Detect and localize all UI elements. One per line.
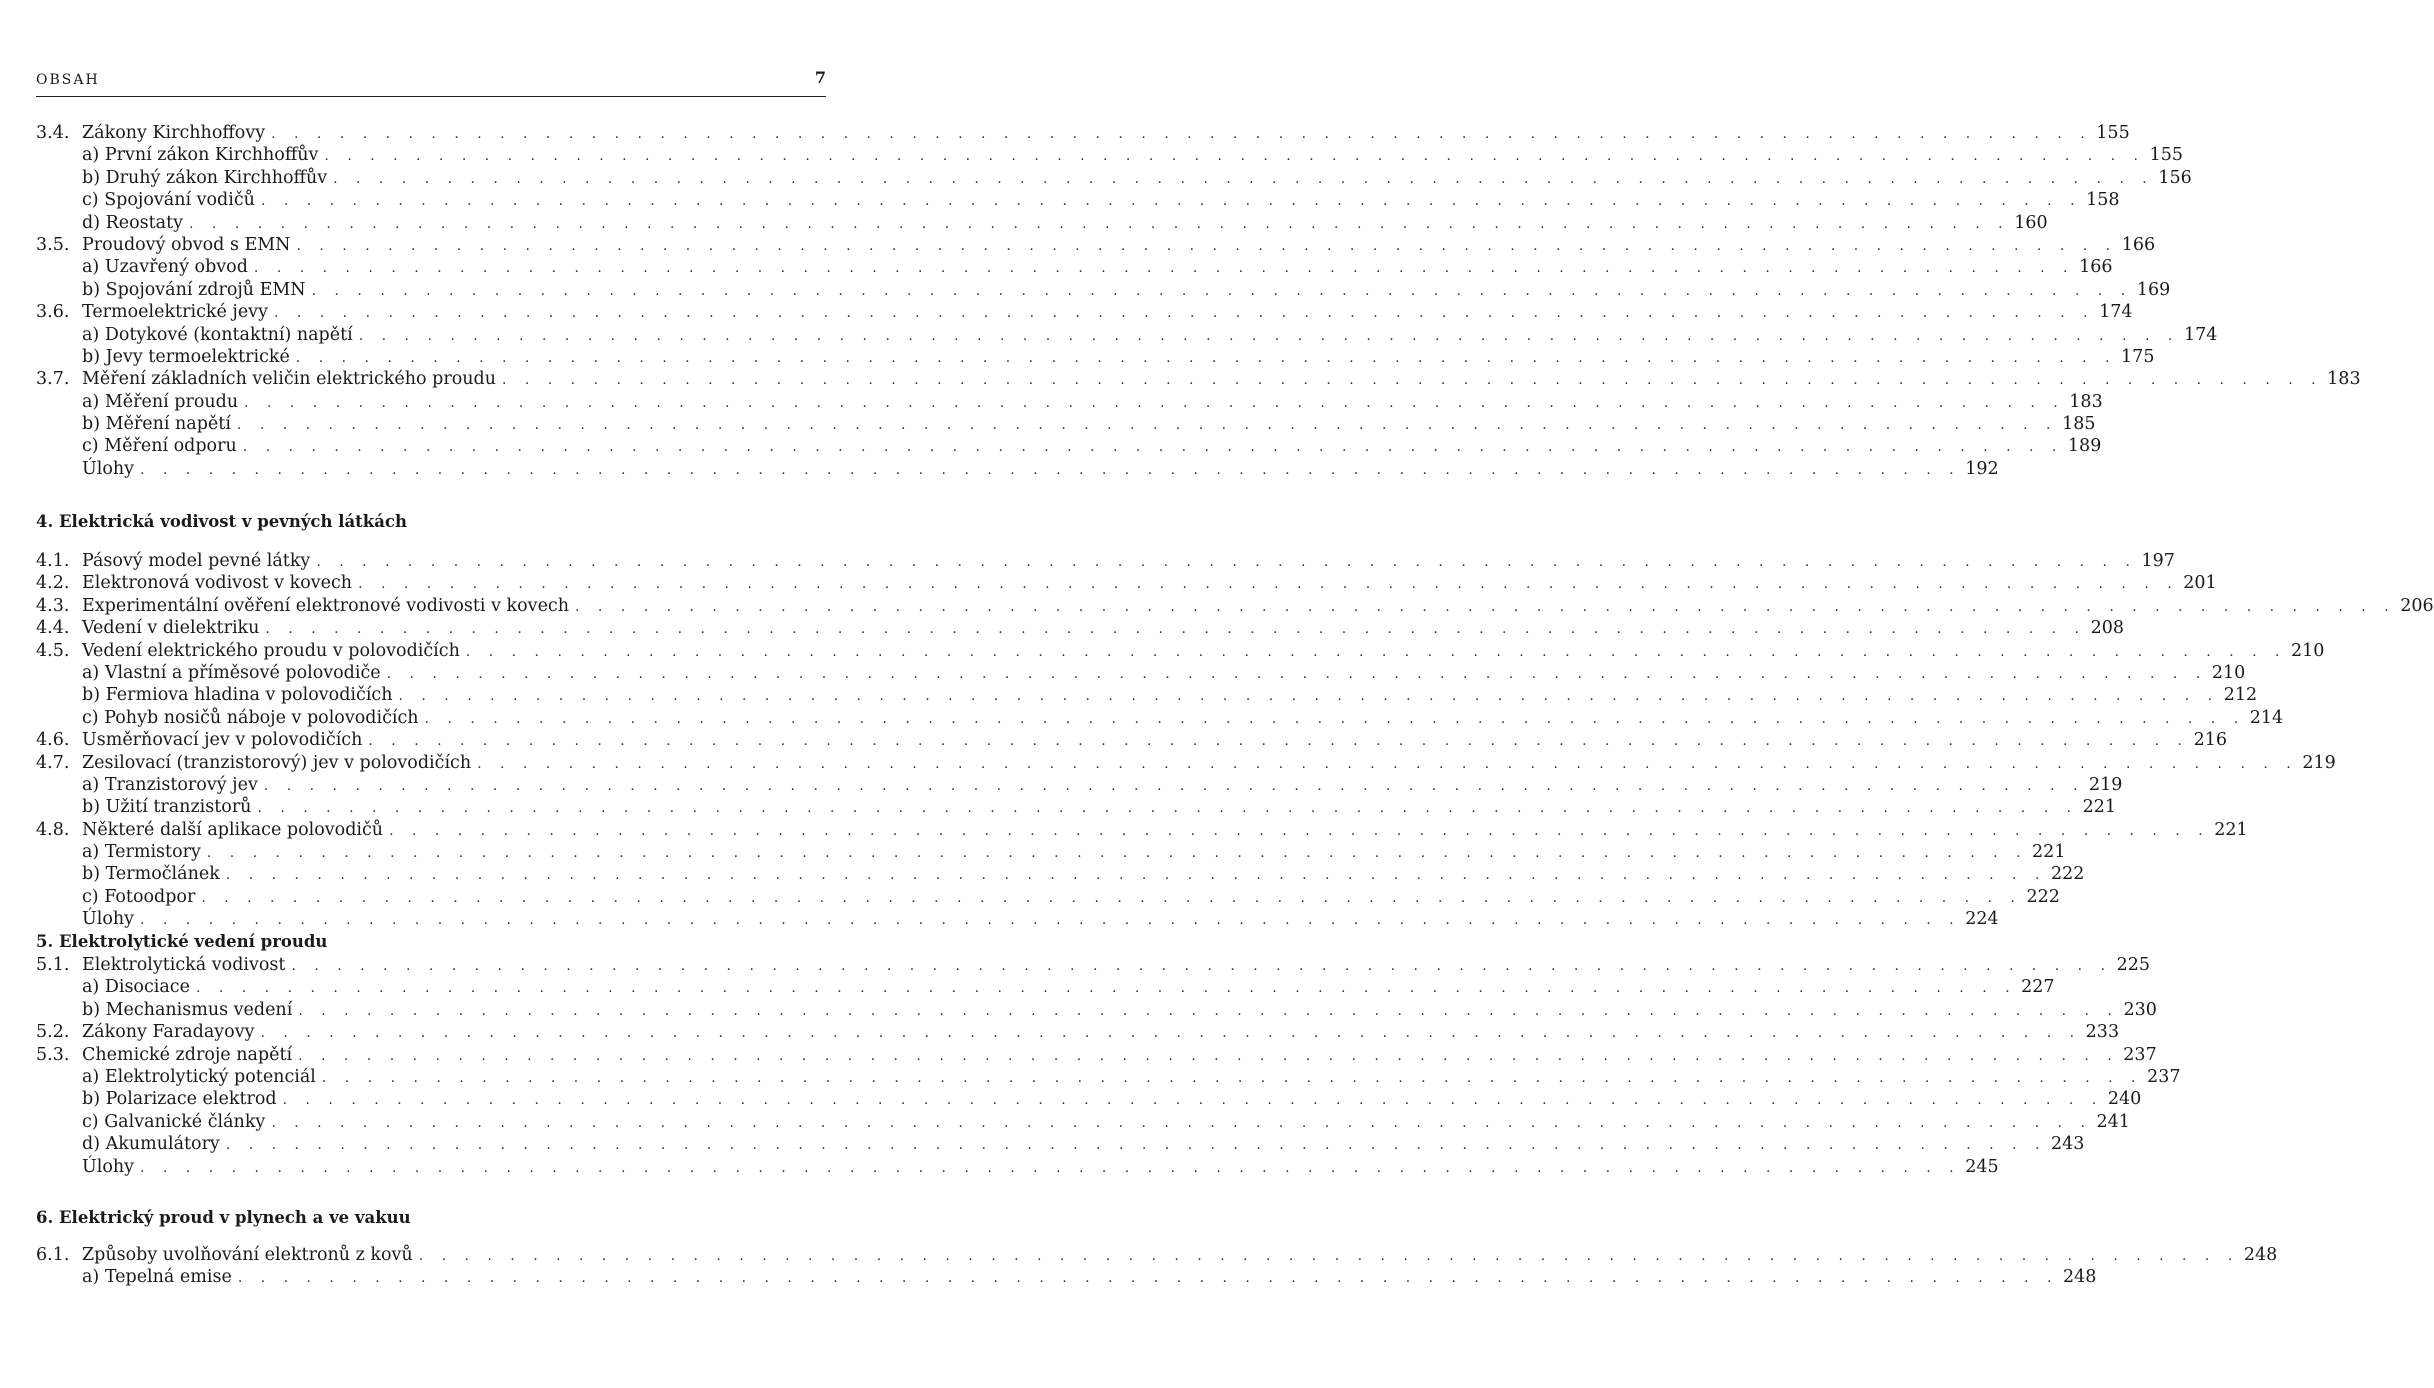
toc-entry	[36, 346, 2155, 368]
toc-entry-page: 156	[2158, 167, 2192, 188]
toc-entry-page: 248	[2243, 1245, 2278, 1265]
toc-entry-page: 210	[2211, 662, 2246, 683]
toc-entry-title: Chemické zdroje napětí	[82, 1044, 293, 1065]
toc-entry-title: c) Spojování vodičů	[82, 190, 255, 211]
dot-leader: . . . . . . . . . . . . . . . . . . . . . . . . . . . . . . . . . . . . . . . . . . . . . . . . . . . . . . . . . . . . . . . . . . . . . . . . . . . . . . . .	[225, 867, 2047, 884]
dot-leader: . . . . . . . . . . . . . . . . . . . . . . . . . . . . . . . . . . . . . . . . . . . . . . . . . . . . . . . . . . . . . . . . . . . . . . . . . . . . . . . .	[253, 260, 2075, 277]
dot-leader: . . . . . . . . . . . . . . . . . . . . . . . . . . . . . . . . . . . . . . . . . . . . . . . . . . . . . . . . . . . . . . . . . . . . . . . . . . . . . . . .	[321, 1069, 2143, 1086]
toc-entry-page: 219	[2302, 752, 2336, 773]
toc-entry	[36, 819, 2248, 841]
toc-entry-title: Úlohy	[82, 458, 135, 479]
toc-entry	[36, 301, 2133, 323]
toc-entry-title: d) Akumulátory	[82, 1134, 220, 1155]
toc-entry	[36, 256, 2113, 278]
dot-leader: . . . . . . . . . . . . . . . . . . . . . . . . . . . . . . . . . . . . . . . . . . . . . . . . . . . . . . . . . . . . . . . . . . . . . . . . . . . . . . . .	[273, 305, 2095, 322]
toc-entry-page: 221	[2032, 842, 2066, 863]
dot-leader: . . . . . . . . . . . . . . . . . . . . . . . . . . . . . . . . . . . . . . . . . . . . . . . . . . . . . . . . . . . . . . . . . . . . . . . . . . . . . . . .	[298, 1002, 2119, 1019]
toc-entry	[36, 1021, 2120, 1043]
toc-entry-title: Úlohy	[82, 1156, 135, 1177]
toc-entry-page: 206	[2400, 595, 2434, 616]
toc-entry	[36, 1044, 2157, 1066]
toc-entry-title: b) Mechanismus vedení	[82, 999, 293, 1020]
toc-entry-title: b) Jevy termoelektrické	[82, 346, 290, 367]
dot-leader: . . . . . . . . . . . . . . . . . . . . . . . . . . . . . . . . . . . . . . . . . . . . . . . . . . . . . . . . . . . . . . . . . . . . . . . . . . . . . . . .	[386, 665, 2208, 682]
toc-entry	[36, 684, 2258, 706]
dot-leader: . . . . . . . . . . . . . . . . . . . . . . . . . . . . . . . . . . . . . . . . . . . . . . . . . . . . . . . . . . . . . . . . . . . . . . . . . . . . . . . .	[575, 598, 2396, 615]
toc-entry-title: a) Disociace	[82, 977, 190, 998]
dot-leader: . . . . . . . . . . . . . . . . . . . . . . . . . . . . . . . . . . . . . . . . . . . . . . . . . . . . . . . . . . . . . . . . . . . . . . . . . . . . . . . .	[424, 710, 2246, 727]
toc-entry-title: Pásový model pevné látky	[82, 551, 311, 571]
toc-entry-page: 241	[2096, 1111, 2130, 1132]
toc-entry-page: 210	[2291, 640, 2325, 661]
toc-entry-page: 169	[2136, 279, 2171, 300]
toc-entry-number: 3.4.	[36, 123, 70, 143]
dot-leader: . . . . . . . . . . . . . . . . . . . . . . . . . . . . . . . . . . . . . . . . . . . . . . . . . . . . . . . . . . . . . . . . . . . . . . . . . . . . . . . .	[257, 800, 2079, 817]
toc-block-chapter-4	[36, 550, 2434, 931]
toc-entry-title: Termoelektrické jevy	[82, 302, 268, 323]
toc-entry	[36, 796, 2117, 818]
toc-entry-title: Elektrolytická vodivost	[82, 955, 286, 975]
toc-entry-title: Některé další aplikace polovodičů	[82, 819, 384, 840]
toc-entry-title: a) Elektrolytický potenciál	[82, 1066, 316, 1087]
toc-entry-page: 183	[2327, 369, 2361, 390]
dot-leader: . . . . . . . . . . . . . . . . . . . . . . . . . . . . . . . . . . . . . . . . . . . . . . . . . . . . . . . . . . . . . . . . . . . . . . . . . . . . . . . .	[398, 688, 2220, 705]
toc-entry-page: 237	[2147, 1066, 2181, 1087]
dot-leader: . . . . . . . . . . . . . . . . . . . . . . . . . . . . . . . . . . . . . . . . . . . . . . . . . . . . . . . . . . . . . . . . . . . . . . . . . . . . . . . .	[236, 417, 2058, 434]
toc-entry-number: 3.7.	[36, 369, 70, 390]
dot-leader: . . . . . . . . . . . . . . . . . . . . . . . . . . . . . . . . . . . . . . . . . . . . . . . . . . . . . . . . . . . . . . . . . . . . . . . . . . . . . . . .	[501, 372, 2323, 389]
toc-entry-title: c) Měření odporu	[82, 436, 237, 457]
toc-entry	[36, 144, 2184, 166]
toc-entry	[36, 279, 2171, 301]
toc-entry-title: b) Termočlánek	[82, 864, 220, 885]
dot-leader: . . . . . . . . . . . . . . . . . . . . . . . . . . . . . . . . . . . . . . . . . . . . . . . . . . . . . . . . . . . . . . . . . . . . . . . . . . . . . . . .	[140, 912, 1961, 929]
toc-entry-number: 5.2.	[36, 1022, 70, 1043]
toc-entry	[36, 413, 2096, 435]
toc-entry-page: 230	[2123, 999, 2157, 1020]
toc-entry	[36, 976, 2055, 998]
toc-entry	[36, 774, 2123, 796]
dot-leader: . . . . . . . . . . . . . . . . . . . . . . . . . . . . . . . . . . . . . . . . . . . . . . . . . . . . . . . . . . . . . . . . . . . . . . . . . . . . . . . .	[295, 349, 2117, 366]
toc-entry-title: b) Fermiova hladina v polovodičích	[82, 685, 393, 706]
toc-entry-number: 4.7.	[36, 752, 70, 773]
toc-entry	[36, 729, 2227, 751]
toc-entry-page: 185	[2062, 414, 2096, 435]
toc-entry-title: c) Galvanické články	[82, 1111, 266, 1132]
toc-entry	[36, 1066, 2181, 1088]
toc-entry-title: a) Tranzistorový jev	[82, 774, 258, 795]
toc-entry-title: b) Druhý zákon Kirchhoffův	[82, 167, 328, 188]
dot-leader: . . . . . . . . . . . . . . . . . . . . . . . . . . . . . . . . . . . . . . . . . . . . . . . . . . . . . . . . . . . . . . . . . . . . . . . . . . . . . . . .	[140, 461, 1961, 478]
toc-entry-title: Zákony Faradayovy	[82, 1022, 255, 1043]
toc-entry-page: 224	[1965, 909, 1999, 930]
dot-leader: . . . . . . . . . . . . . . . . . . . . . . . . . . . . . . . . . . . . . . . . . . . . . . . . . . . . . . . . . . . . . . . . . . . . . . . . . . . . . . . .	[296, 237, 2118, 254]
dot-leader: . . . . . . . . . . . . . . . . . . . . . . . . . . . . . . . . . . . . . . . . . . . . . . . . . . . . . . . . . . . . . . . . . . . . . . . . . . . . . . . .	[324, 148, 2146, 165]
toc-entry-page: 155	[2096, 123, 2130, 143]
toc-entry-title: a) Tepelná emise	[82, 1267, 232, 1288]
dot-leader: . . . . . . . . . . . . . . . . . . . . . . . . . . . . . . . . . . . . . . . . . . . . . . . . . . . . . . . . . . . . . . . . . . . . . . . . . . . . . . . .	[333, 170, 2154, 187]
toc-entry-page: 240	[2107, 1089, 2142, 1110]
toc-entry-page: 175	[2121, 346, 2155, 367]
toc-entry-title: Vedení elektrického proudu v polovodičích	[82, 640, 460, 661]
chapter-4-heading: 4. Elektrická vodivost v pevných látkách	[36, 512, 407, 531]
toc-entry	[36, 752, 2336, 774]
toc-entry-page: 219	[2089, 774, 2123, 795]
dot-leader: . . . . . . . . . . . . . . . . . . . . . . . . . . . . . . . . . . . . . . . . . . . . . . . . . . . . . . . . . . . . . . . . . . . . . . . . . . . . . . . .	[206, 845, 2028, 862]
dot-leader: . . . . . . . . . . . . . . . . . . . . . . . . . . . . . . . . . . . . . . . . . . . . . . . . . . . . . . . . . . . . . . . . . . . . . . . . . . . . . . . .	[271, 1114, 2092, 1131]
toc-entry-page: 166	[2121, 234, 2156, 255]
dot-leader: . . . . . . . . . . . . . . . . . . . . . . . . . . . . . . . . . . . . . . . . . . . . . . . . . . . . . . . . . . . . . . . . . . . . . . . . . . . . . . . .	[244, 394, 2065, 411]
toc-entry	[36, 863, 2085, 885]
toc-entry-page: 225	[2116, 955, 2151, 975]
toc-entry-title: b) Měření napětí	[82, 414, 231, 435]
dot-leader: . . . . . . . . . . . . . . . . . . . . . . . . . . . . . . . . . . . . . . . . . . . . . . . . . . . . . . . . . . . . . . . . . . . . . . . . . . . . . . . .	[242, 439, 2064, 456]
dot-leader: . . . . . . . . . . . . . . . . . . . . . . . . . . . . . . . . . . . . . . . . . . . . . . . . . . . . . . . . . . . . . . . . . . . . . . . . . . . . . . . .	[140, 1159, 1961, 1176]
toc-entry-page: 158	[2086, 190, 2120, 211]
toc-entry-title: Vedení v dielektriku	[82, 618, 260, 639]
dot-leader: . . . . . . . . . . . . . . . . . . . . . . . . . . . . . . . . . . . . . . . . . . . . . . . . . . . . . . . . . . . . . . . . . . . . . . . . . . . . . . . .	[291, 958, 2113, 974]
toc-entry	[36, 1266, 2097, 1288]
toc-entry	[36, 662, 2246, 684]
toc-entry	[36, 640, 2325, 662]
dot-leader: . . . . . . . . . . . . . . . . . . . . . . . . . . . . . . . . . . . . . . . . . . . . . . . . . . . . . . . . . . . . . . . . . . . . . . . . . . . . . . . .	[189, 215, 2010, 232]
toc-entry-number: 3.6.	[36, 302, 70, 323]
toc-entry-page: 214	[2249, 707, 2284, 728]
toc-entry-number: 4.4.	[36, 618, 70, 639]
toc-entry	[36, 1156, 1999, 1178]
toc-entry-page: 212	[2223, 685, 2258, 706]
toc-entry	[36, 550, 2175, 572]
toc-entry	[36, 572, 2217, 594]
toc-entry-page: 208	[2090, 618, 2125, 639]
toc-entry-title: c) Pohyb nosičů náboje v polovodičích	[82, 707, 419, 728]
toc-entry-page: 222	[2026, 886, 2060, 907]
dot-leader: . . . . . . . . . . . . . . . . . . . . . . . . . . . . . . . . . . . . . . . . . . . . . . . . . . . . . . . . . . . . . . . . . . . . . . . . . . . . . . . .	[195, 980, 2017, 997]
toc-entry	[36, 1088, 2142, 1110]
toc-entry-title: a) Měření proudu	[82, 391, 239, 412]
chapter-6-heading: 6. Elektrický proud v plynech a ve vakuu	[36, 1208, 411, 1227]
dot-leader: . . . . . . . . . . . . . . . . . . . . . . . . . . . . . . . . . . . . . . . . . . . . . . . . . . . . . . . . . . . . . . . . . . . . . . . . . . . . . . . .	[271, 126, 2092, 142]
dot-leader: . . . . . . . . . . . . . . . . . . . . . . . . . . . . . . . . . . . . . . . . . . . . . . . . . . . . . . . . . . . . . . . . . . . . . . . . . . . . . . . .	[389, 822, 2210, 839]
dot-leader: . . . . . . . . . . . . . . . . . . . . . . . . . . . . . . . . . . . . . . . . . . . . . . . . . . . . . . . . . . . . . . . . . . . . . . . . . . . . . . . .	[260, 1025, 2082, 1042]
toc-block-chapter-5	[36, 954, 2181, 1178]
toc-entry-page: 222	[2051, 864, 2085, 885]
toc-entry-page: 233	[2085, 1022, 2120, 1043]
toc-entry-page: 221	[2082, 797, 2117, 818]
dot-leader: . . . . . . . . . . . . . . . . . . . . . . . . . . . . . . . . . . . . . . . . . . . . . . . . . . . . . . . . . . . . . . . . . . . . . . . . . . . . . . . .	[477, 755, 2298, 772]
toc-entry	[36, 707, 2284, 729]
toc-entry	[36, 1133, 2085, 1155]
dot-leader: . . . . . . . . . . . . . . . . . . . . . . . . . . . . . . . . . . . . . . . . . . . . . . . . . . . . . . . . . . . . . . . . . . . . . . . . . . . . . . . .	[465, 643, 2287, 660]
dot-leader: . . . . . . . . . . . . . . . . . . . . . . . . . . . . . . . . . . . . . . . . . . . . . . . . . . . . . . . . . . . . . . . . . . . . . . . . . . . . . . . .	[237, 1270, 2059, 1287]
toc-block-chapter-3	[36, 122, 2361, 480]
toc-entry	[36, 1111, 2130, 1133]
toc-entry-title: d) Reostaty	[82, 212, 184, 233]
toc-entry	[36, 617, 2125, 639]
toc-entry-title: Způsoby uvolňování elektronů z kovů	[82, 1245, 413, 1265]
toc-entry	[36, 212, 2048, 234]
toc-entry-title: a) První zákon Kirchhoffův	[82, 145, 319, 166]
page-number: 7	[814, 68, 826, 87]
toc-entry	[36, 122, 2130, 144]
toc-entry-title: b) Polarizace elektrod	[82, 1089, 277, 1110]
toc-entry-title: a) Uzavřený obvod	[82, 257, 248, 278]
dot-leader: . . . . . . . . . . . . . . . . . . . . . . . . . . . . . . . . . . . . . . . . . . . . . . . . . . . . . . . . . . . . . . . . . . . . . . . . . . . . . . . .	[358, 576, 2179, 593]
dot-leader: . . . . . . . . . . . . . . . . . . . . . . . . . . . . . . . . . . . . . . . . . . . . . . . . . . . . . . . . . . . . . . . . . . . . . . . . . . . . . . . .	[298, 1047, 2119, 1064]
toc-entry-page: 216	[2193, 730, 2227, 751]
toc-entry-title: Zákony Kirchhoffovy	[82, 123, 266, 143]
toc-entry-number: 4.3.	[36, 595, 70, 616]
toc-entry	[36, 908, 1999, 930]
dot-leader: . . . . . . . . . . . . . . . . . . . . . . . . . . . . . . . . . . . . . . . . . . . . . . . . . . . . . . . . . . . . . . . . . . . . . . . . . . . . . . . .	[282, 1092, 2104, 1109]
toc-entry	[36, 1244, 2278, 1266]
toc-entry-number: 4.8.	[36, 819, 70, 840]
toc-entry-number: 4.1.	[36, 551, 70, 571]
toc-entry-title: b) Spojování zdrojů EMN	[82, 279, 306, 300]
toc-entry	[36, 167, 2192, 189]
toc-entry	[36, 368, 2361, 390]
toc-entry-page: 189	[2067, 436, 2102, 457]
toc-entry	[36, 841, 2066, 863]
toc-entry-page: 243	[2051, 1134, 2085, 1155]
toc-entry-title: Proudový obvod s EMN	[82, 234, 291, 255]
toc-entry	[36, 595, 2434, 617]
dot-leader: . . . . . . . . . . . . . . . . . . . . . . . . . . . . . . . . . . . . . . . . . . . . . . . . . . . . . . . . . . . . . . . . . . . . . . . . . . . . . . . .	[316, 554, 2137, 570]
toc-entry-page: 183	[2069, 391, 2103, 412]
toc-entry-title: b) Užití tranzistorů	[82, 797, 252, 818]
dot-leader: . . . . . . . . . . . . . . . . . . . . . . . . . . . . . . . . . . . . . . . . . . . . . . . . . . . . . . . . . . . . . . . . . . . . . . . . . . . . . . . .	[265, 621, 2087, 638]
toc-entry-title: Elektronová vodivost v kovech	[82, 573, 353, 594]
toc-entry-page: 174	[2183, 324, 2218, 345]
toc-entry-number: 6.1.	[36, 1245, 70, 1265]
toc-entry-page: 192	[1965, 458, 1999, 479]
toc-entry-page: 155	[2149, 145, 2184, 166]
toc-entry-title: a) Vlastní a příměsové polovodiče	[82, 662, 381, 683]
toc-entry-title: a) Termistory	[82, 842, 201, 863]
toc-entry	[36, 189, 2120, 211]
toc-entry-title: c) Fotoodpor	[82, 886, 196, 907]
dot-leader: . . . . . . . . . . . . . . . . . . . . . . . . . . . . . . . . . . . . . . . . . . . . . . . . . . . . . . . . . . . . . . . . . . . . . . . . . . . . . . . .	[368, 733, 2189, 750]
toc-entry-page: 227	[2021, 977, 2055, 998]
toc-entry	[36, 391, 2103, 413]
dot-leader: . . . . . . . . . . . . . . . . . . . . . . . . . . . . . . . . . . . . . . . . . . . . . . . . . . . . . . . . . . . . . . . . . . . . . . . . . . . . . . . .	[418, 1248, 2240, 1264]
toc-entry	[36, 234, 2156, 256]
toc-entry-title: a) Dotykové (kontaktní) napětí	[82, 324, 353, 345]
toc-entry-page: 201	[2183, 573, 2217, 594]
toc-entry-number: 5.3.	[36, 1044, 70, 1065]
toc-entry-page: 245	[1965, 1156, 1999, 1177]
dot-leader: . . . . . . . . . . . . . . . . . . . . . . . . . . . . . . . . . . . . . . . . . . . . . . . . . . . . . . . . . . . . . . . . . . . . . . . . . . . . . . . .	[358, 327, 2180, 344]
toc-entry-title: Měření základních veličin elektrického proudu	[82, 369, 496, 390]
dot-leader: . . . . . . . . . . . . . . . . . . . . . . . . . . . . . . . . . . . . . . . . . . . . . . . . . . . . . . . . . . . . . . . . . . . . . . . . . . . . . . . .	[263, 777, 2085, 794]
toc-entry-page: 221	[2214, 819, 2248, 840]
dot-leader: . . . . . . . . . . . . . . . . . . . . . . . . . . . . . . . . . . . . . . . . . . . . . . . . . . . . . . . . . . . . . . . . . . . . . . . . . . . . . . . .	[225, 1137, 2047, 1154]
toc-entry-page: 237	[2123, 1044, 2157, 1065]
toc-entry-title: Experimentální ověření elektronové vodivosti v kovech	[82, 595, 569, 616]
toc-entry-number: 4.2.	[36, 573, 70, 594]
toc-entry	[36, 458, 1999, 480]
toc-entry-page: 174	[2099, 302, 2133, 323]
toc-entry-number: 4.6.	[36, 730, 70, 751]
running-header	[36, 68, 826, 97]
toc-entry	[36, 324, 2218, 346]
toc-entry	[36, 999, 2157, 1021]
toc-entry-title: Usměrňovací jev v polovodičích	[82, 730, 363, 751]
toc-entry-number: 3.5.	[36, 234, 70, 255]
toc-entry-page: 248	[2063, 1267, 2097, 1288]
toc-block-chapter-6	[36, 1244, 2278, 1289]
toc-entry-page: 160	[2014, 212, 2048, 233]
toc-entry	[36, 954, 2151, 976]
toc-entry-page: 197	[2141, 551, 2175, 571]
toc-entry-title: Zesilovací (tranzistorový) jev v polovodičích	[82, 752, 472, 773]
toc-entry	[36, 886, 2060, 908]
dot-leader: . . . . . . . . . . . . . . . . . . . . . . . . . . . . . . . . . . . . . . . . . . . . . . . . . . . . . . . . . . . . . . . . . . . . . . . . . . . . . . . .	[260, 193, 2082, 210]
toc-entry-number: 4.5.	[36, 640, 70, 661]
dot-leader: . . . . . . . . . . . . . . . . . . . . . . . . . . . . . . . . . . . . . . . . . . . . . . . . . . . . . . . . . . . . . . . . . . . . . . . . . . . . . . . .	[311, 282, 2133, 299]
dot-leader: . . . . . . . . . . . . . . . . . . . . . . . . . . . . . . . . . . . . . . . . . . . . . . . . . . . . . . . . . . . . . . . . . . . . . . . . . . . . . . . .	[201, 889, 2022, 906]
toc-entry-number: 5.1.	[36, 955, 70, 975]
toc-entry-title: Úlohy	[82, 909, 135, 930]
toc-entry-page: 166	[2079, 257, 2113, 278]
toc-entry	[36, 435, 2102, 457]
chapter-5-heading: 5. Elektrolytické vedení proudu	[36, 932, 328, 951]
running-title: OBSAH	[36, 72, 100, 88]
